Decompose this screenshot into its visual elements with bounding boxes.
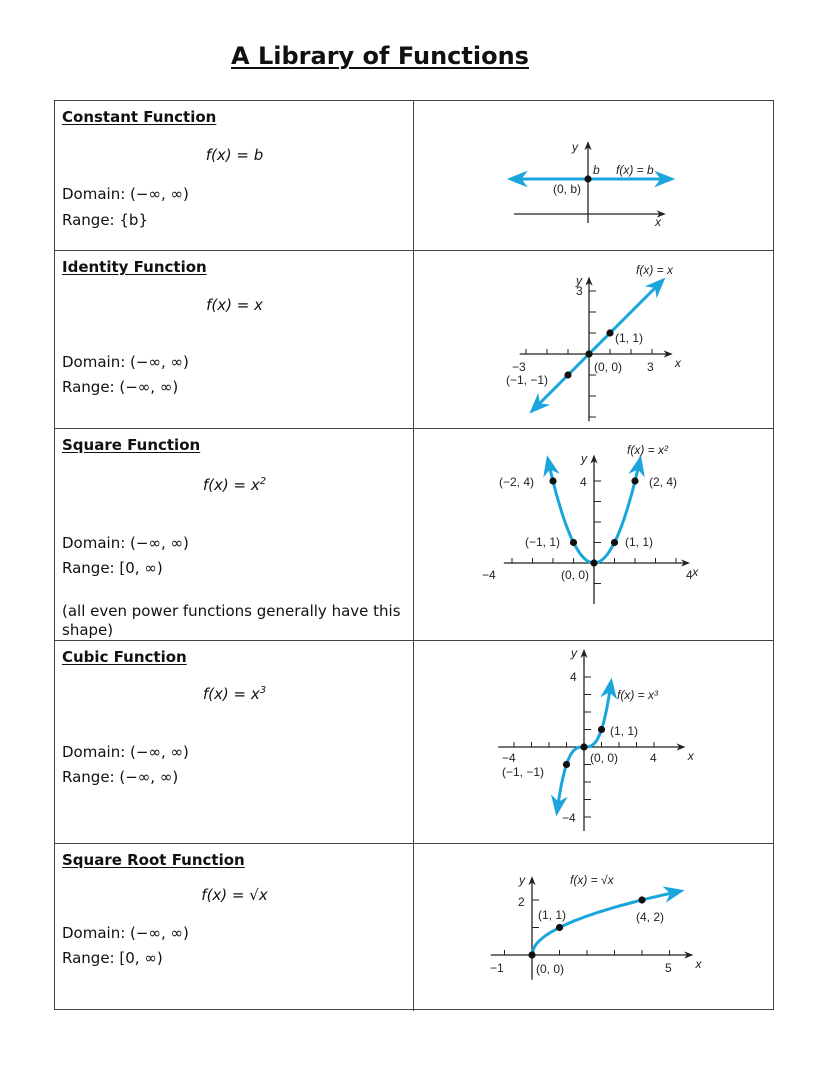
curve-label: f(x) = x² (627, 443, 668, 457)
data-point (638, 896, 645, 903)
range-text: Range: (−∞, ∞) (62, 378, 179, 396)
function-row-identity (55, 250, 773, 428)
y-tick-label: 4 (570, 670, 577, 684)
curve-label: f(x) = √x (570, 873, 614, 887)
range-text: Range: (−∞, ∞) (62, 768, 179, 786)
point-label: (−1, −1) (502, 765, 545, 779)
data-point (563, 761, 570, 768)
x-axis-label: x (687, 749, 694, 763)
function-row-square-root (55, 843, 773, 1011)
domain-text: Domain: (−∞, ∞) (62, 353, 189, 371)
curve-label: f(x) = x³ (617, 688, 658, 702)
function-description (55, 101, 414, 250)
function-name: Cubic Function (62, 648, 187, 666)
curve-label: f(x) = b (616, 163, 654, 177)
function-row-cubic (55, 640, 773, 843)
cubic-function-graph (414, 641, 773, 844)
point-label: (2, 4) (649, 475, 678, 489)
function-name: Constant Function (62, 108, 217, 126)
x-tick-label: 4 (650, 751, 657, 765)
y-tick-label: 4 (580, 475, 587, 489)
domain-text: Domain: (−∞, ∞) (62, 924, 189, 942)
point-label: (0, 0) (590, 751, 619, 765)
point-label: (0, b) (553, 182, 582, 196)
point-label: (−1, 1) (525, 535, 561, 549)
point-label: (1, 1) (610, 724, 639, 738)
function-description (55, 641, 414, 843)
range-text: Range: [0, ∞) (62, 559, 163, 577)
function-formula: f(x) = x (206, 296, 263, 314)
y-tick-label: 2 (518, 895, 525, 909)
data-point (564, 371, 571, 378)
function-formula: f(x) = √x (201, 886, 268, 904)
data-point (556, 924, 563, 931)
square-root-function-graph (414, 844, 773, 1012)
function-graph-cell (414, 429, 773, 640)
y-axis-label: y (572, 140, 578, 154)
x-tick-label: 5 (665, 961, 672, 975)
point-label: (−2, 4) (499, 475, 535, 489)
function-name: Square Function (62, 436, 201, 454)
data-point (584, 175, 591, 182)
curve-label: f(x) = x (636, 263, 674, 277)
function-formula: $f(x) = x^3$ (202, 685, 267, 703)
range-text: Range: [0, ∞) (62, 949, 163, 967)
y-axis-label: y (571, 645, 577, 660)
data-point (580, 743, 587, 750)
function-table (54, 100, 774, 1010)
y-axis-label: y (576, 273, 582, 288)
x-tick-label: 3 (647, 360, 654, 374)
domain-text: Domain: (−∞, ∞) (62, 743, 189, 761)
data-point (570, 539, 577, 546)
data-point (611, 539, 618, 546)
data-point (528, 951, 535, 958)
function-row-constant (55, 101, 773, 250)
function-row-square (55, 428, 773, 640)
data-point (598, 726, 605, 733)
function-note: (all even power functions generally have this shape) (62, 602, 401, 639)
function-description (55, 251, 414, 428)
y-tick-label: 3 (576, 284, 583, 298)
function-description (55, 844, 414, 1011)
square-function-graph (414, 429, 773, 641)
point-label: (1, 1) (615, 331, 644, 345)
domain-text: Domain: (−∞, ∞) (62, 534, 189, 552)
function-name: Square Root Function (62, 851, 245, 869)
x-axis-label: x (692, 565, 699, 579)
page-title: A Library of Functions (231, 42, 529, 70)
function-formula: $f(x) = x^2$ (202, 476, 267, 494)
function-curve (532, 281, 662, 411)
point-label: (1, 1) (625, 535, 654, 549)
y-tick-label: −4 (562, 811, 576, 825)
range-text: Range: {b} (62, 211, 148, 229)
data-point (606, 329, 613, 336)
point-label: (4, 2) (636, 910, 665, 924)
domain-text: Domain: (−∞, ∞) (62, 185, 189, 203)
function-graph-cell (414, 101, 773, 250)
x-tick-label: −4 (502, 751, 516, 765)
data-point (631, 477, 638, 484)
x-tick-label: 4 (686, 568, 693, 582)
function-name: Identity Function (62, 258, 207, 276)
function-graph-cell (414, 844, 773, 1011)
y-axis-label: y (519, 873, 525, 887)
x-axis-label: x (655, 215, 661, 229)
point-label: (−1, −1) (506, 373, 549, 387)
function-graph-cell (414, 251, 773, 428)
point-label: (0, 0) (561, 568, 590, 582)
function-description (55, 429, 414, 640)
x-tick-label: −3 (512, 360, 526, 374)
point-label: (0, 0) (594, 360, 623, 374)
point-label: (1, 1) (538, 908, 567, 922)
data-point (549, 477, 556, 484)
y-axis-label: y (581, 451, 587, 466)
x-tick-label: −1 (490, 961, 504, 975)
data-point (585, 350, 592, 357)
identity-function-graph (414, 251, 773, 429)
function-formula: f(x) = b (205, 146, 264, 164)
x-tick-label: −4 (482, 568, 496, 582)
x-axis-label: x (695, 957, 702, 971)
constant-function-graph (414, 101, 773, 250)
data-point (590, 559, 597, 566)
x-axis-label: x (674, 356, 681, 370)
y-tick-label: b (593, 163, 600, 177)
function-graph-cell (414, 641, 773, 843)
point-label: (0, 0) (536, 962, 565, 976)
